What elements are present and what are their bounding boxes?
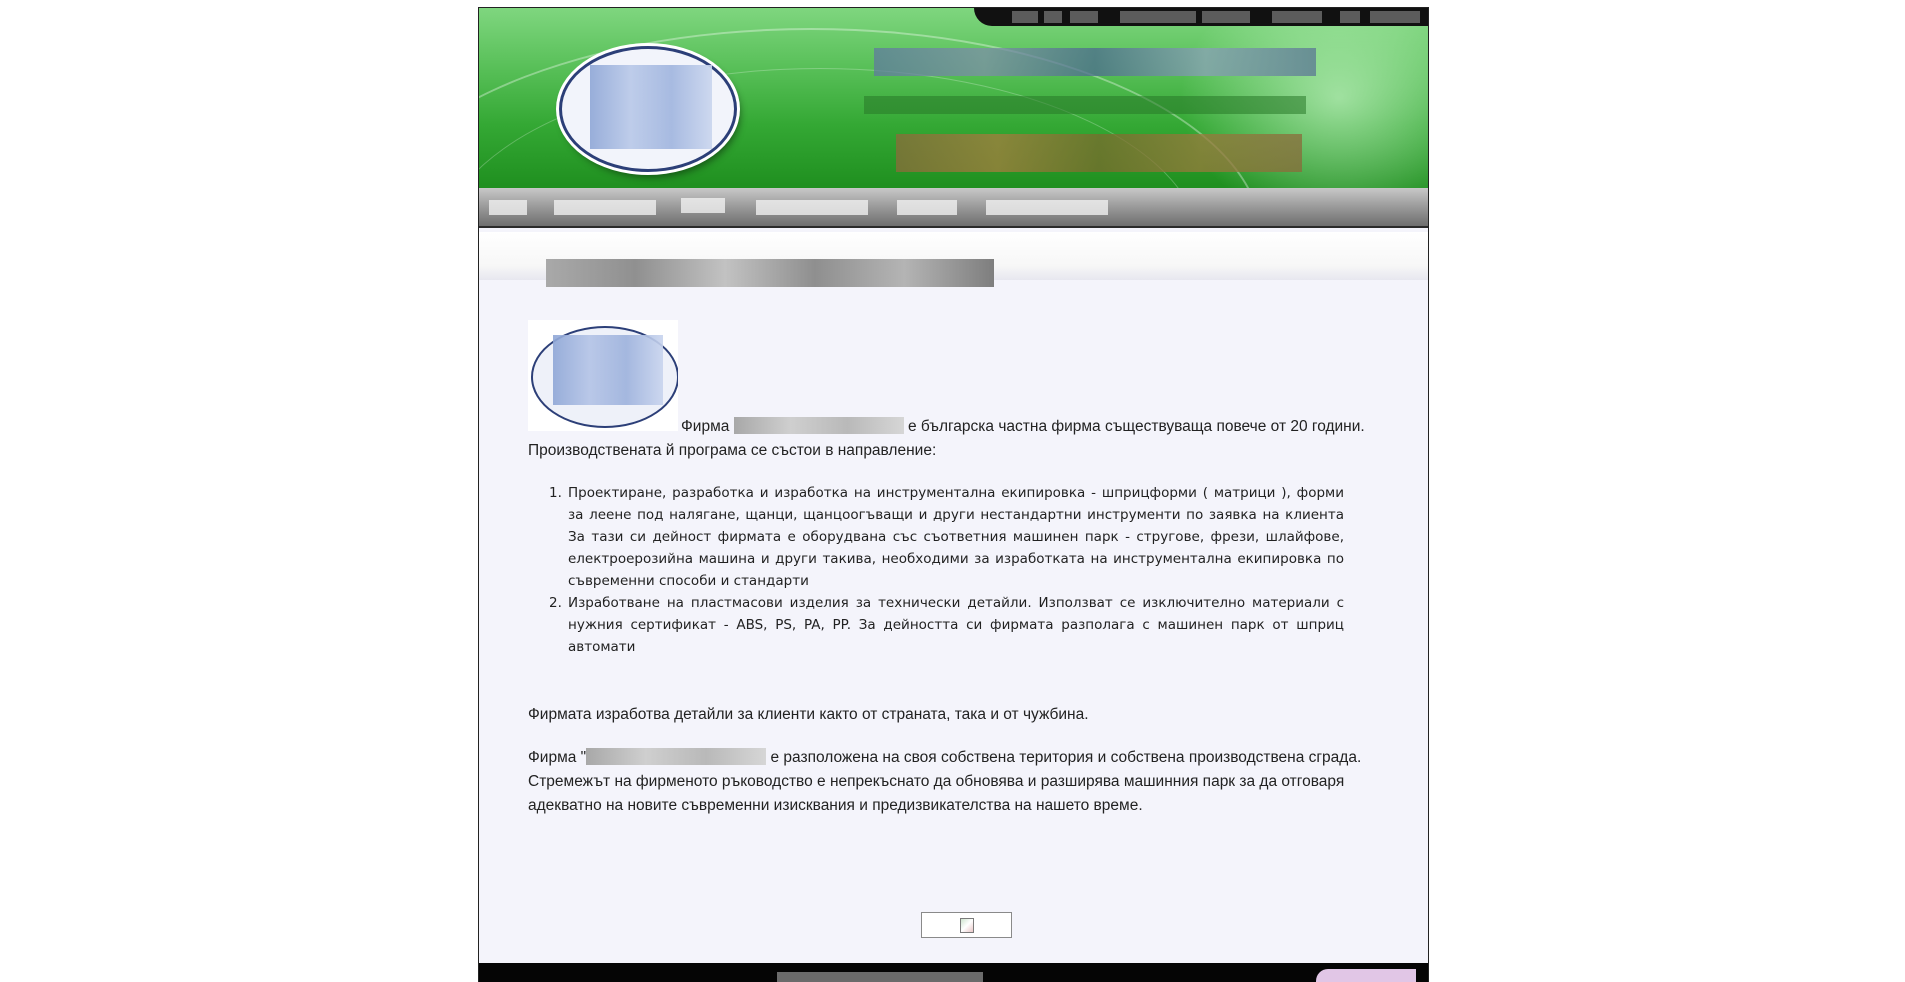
goal-line-1: Стремежът на фирменото ръководство е непрекъснато да обновява и разширява машинния парк за да отговаря <box>528 773 1345 790</box>
list-text: Проектиране, разработка и изработка на инструментална екипировка - шприцформи ( матрици ), форми за леене под налягане, щанци, щанцоогъващи и други нестандартни инструменти по заявка на клиента За тази си дейност фирмата е оборудвана със съответния машинен парк - стругове, фрези, шлайфове, електроерозийна машина и други такива, необходими за изработката на инструментална екипировка по съвременни способи и стандарти <box>568 485 1344 589</box>
top-link[interactable] <box>1012 11 1038 23</box>
top-link[interactable] <box>1044 11 1062 23</box>
page-title <box>546 259 994 287</box>
goal-line-2: адекватно на новите съвременни изисквания и предизвикателства на нашето време. <box>528 797 1143 814</box>
site-footer <box>479 963 1428 982</box>
intro-suffix: е българска частна фирма съществуваща повече от 20 години. <box>907 418 1365 435</box>
top-link[interactable] <box>1120 11 1196 23</box>
main-nav <box>479 188 1428 228</box>
list-text: Изработване на пластмасови изделия за технически детайли. Използват се изключително материали с нужния сертификат - ABS, PS, PA, PP. За дейността си фирмата разполага с машинен парк от шприц автомати <box>568 595 1344 655</box>
intro-line-1 <box>681 415 1365 439</box>
brand-tagline <box>896 134 1302 172</box>
page-container <box>478 7 1429 982</box>
nav-item-3[interactable] <box>681 198 725 213</box>
footer-badge[interactable] <box>1316 969 1416 982</box>
site-header <box>479 8 1428 188</box>
list-number: 2. <box>549 595 562 611</box>
production-list <box>528 482 1344 658</box>
company-name-redacted <box>586 748 766 765</box>
nav-item-4[interactable] <box>756 200 868 215</box>
list-item <box>528 592 1344 658</box>
location-prefix: Фирма " <box>528 749 587 766</box>
top-link[interactable] <box>1272 11 1322 23</box>
content-logo-image <box>528 320 678 431</box>
top-link-bar <box>974 8 1428 26</box>
logo-mark <box>590 65 712 149</box>
footer-image-placeholder[interactable] <box>921 912 1012 938</box>
content-logo-mark <box>553 335 663 405</box>
nav-item-2[interactable] <box>554 200 656 215</box>
location-suffix: е разположена на своя собствена територия и собствена производствена сграда. <box>770 749 1362 766</box>
location-line <box>528 746 1361 770</box>
nav-item-6[interactable] <box>986 200 1108 215</box>
clients-line: Фирмата изработва детайли за клиенти както от страната, така и от чужбина. <box>528 706 1089 723</box>
nav-item-5[interactable] <box>897 200 957 215</box>
brand-title <box>874 48 1316 76</box>
company-logo[interactable] <box>559 46 737 172</box>
intro-prefix: Фирма <box>681 418 730 435</box>
top-link[interactable] <box>1340 11 1360 23</box>
intro-line-2: Производствената й програма се състои в направление: <box>528 442 937 459</box>
broken-image-icon <box>960 918 974 933</box>
nav-item-1[interactable] <box>489 200 527 215</box>
top-link[interactable] <box>1370 11 1420 23</box>
brand-title-reflection <box>864 96 1306 114</box>
top-link[interactable] <box>1202 11 1250 23</box>
company-name-redacted <box>734 417 904 434</box>
list-item <box>528 482 1344 592</box>
page-title-bar <box>479 232 1428 280</box>
top-link[interactable] <box>1070 11 1098 23</box>
list-number: 1. <box>549 485 562 501</box>
